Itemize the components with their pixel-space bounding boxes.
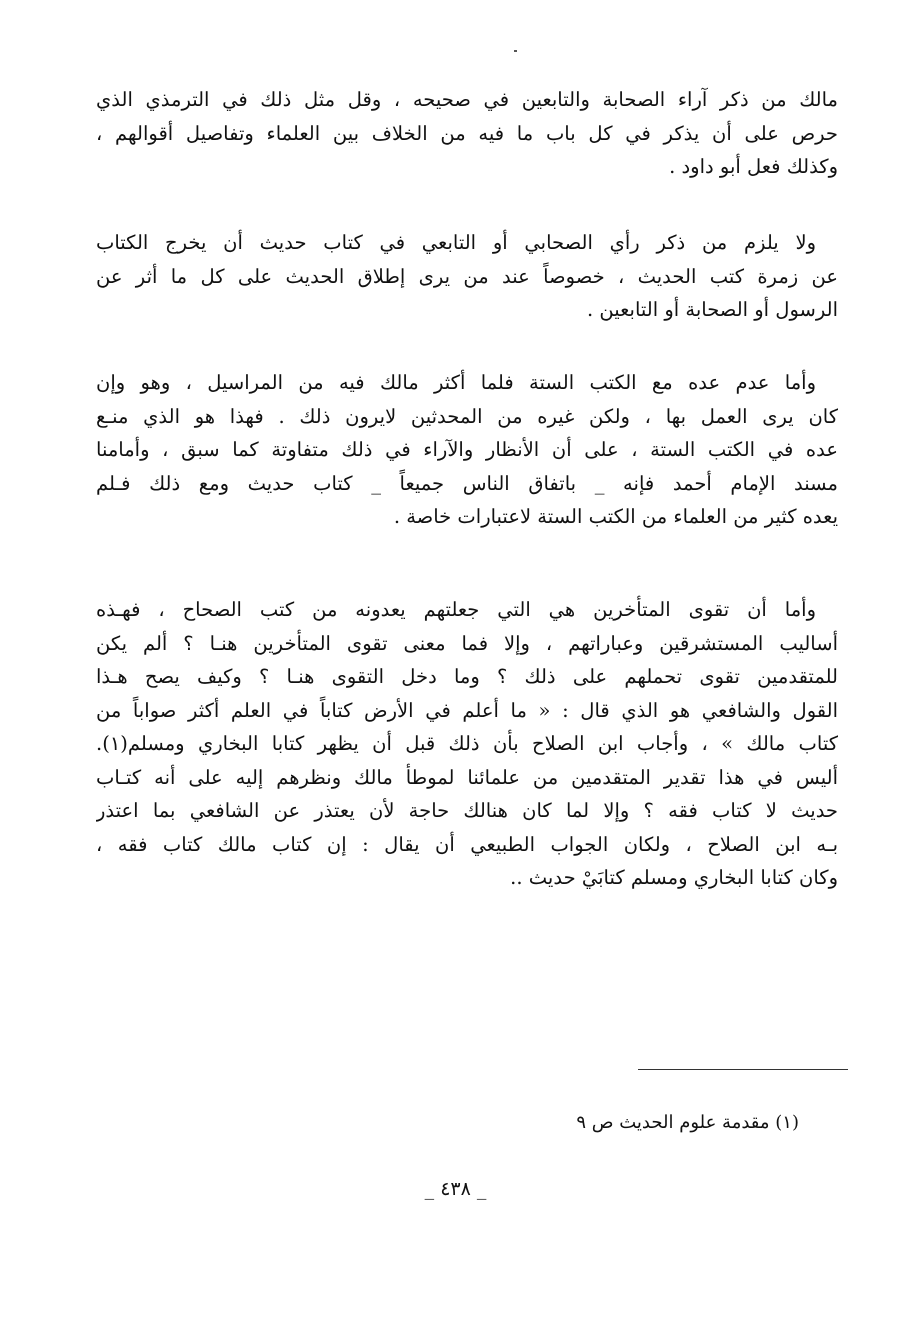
text-line: ولا يلزم من ذكر رأي الصحابي أو التابعي في كتاب حديث أن يخرج الكتاب bbox=[96, 231, 816, 254]
text-line: وكان كتابا البخاري ومسلم كتابَيْ حديث .. bbox=[510, 866, 838, 889]
text-line: وكذلك فعل أبو داود . bbox=[669, 155, 838, 178]
text-line: كتاب مالك » ، وأجاب ابن الصلاح بأن ذلك قبل أن يظهر كتابا البخاري ومسلم(١). bbox=[96, 732, 838, 755]
text-line: بـه ابن الصلاح ، ولكان الجواب الطبيعي أن يقال : إن كتاب مالك كتاب فقه ، bbox=[96, 832, 838, 856]
paragraph bbox=[96, 226, 838, 327]
footnote-divider bbox=[638, 1069, 848, 1070]
text-line: حرص على أن يذكر في كل باب ما فيه من الخلاف بين العلماء وتفاصيل أقوالهم ، bbox=[96, 121, 838, 145]
text-line: القول والشافعي هو الذي قال : « ما أعلم في الأرض كتاباً في العلم أكثر صواباً من bbox=[96, 698, 838, 722]
text-line: أليس في هذا تقدير المتقدمين من علمائنا لموطأ مالك ونظرهم إليه على أنه كتـاب bbox=[96, 765, 838, 789]
text-line: الرسول أو الصحابة أو التابعين . bbox=[587, 298, 838, 321]
text-line: وأما أن تقوى المتأخرين هي التي جعلتهم يعدونه من كتب الصحاح ، فهـذه bbox=[96, 598, 816, 621]
text-line: حديث لا كتاب فقه ؟ وإلا لما كان هنالك حاجة لأن يعتذر عن الشافعي بما اعتذر bbox=[96, 799, 838, 822]
text-line: كان يرى العمل بها ، ولكن غيره من المحدثين لايرون ذلك . فهذا هو الذي منـع bbox=[96, 404, 838, 428]
text-line: عده في الكتب الستة ، على أن الأنظار والآراء في ذلك متفاوتة كما سبق ، وأمامنا bbox=[96, 438, 838, 461]
page-speck bbox=[514, 50, 517, 52]
text-line: وأما عدم عده مع الكتب الستة فلما أكثر مالك فيه من المراسيل ، وهو وإن bbox=[96, 371, 816, 394]
page-number: _ ٤٣٨ _ bbox=[424, 1178, 487, 1200]
text-line: أساليب المستشرقين وعباراتهم ، وإلا فما معنى تقوى المتأخرين هنـا ؟ ألم يكن bbox=[96, 631, 838, 655]
footnote: (١) مقدمة علوم الحديث ص ٩ bbox=[576, 1112, 799, 1133]
text-line: مسند الإمام أحمد فإنه _ باتفاق الناس جميعاً _ كتاب حديث ومع ذلك فـلم bbox=[96, 471, 838, 495]
text-line: مالك من ذكر آراء الصحابة والتابعين في صحيحه ، وقل مثل ذلك في الترمذي الذي bbox=[96, 88, 838, 111]
text-line: عن زمرة كتب الحديث ، خصوصاً عند من يرى إطلاق الحديث على كل ما أثر عن bbox=[96, 264, 838, 288]
paragraph bbox=[96, 83, 838, 184]
text-line: للمتقدمين تقوى تحملهم على ذلك ؟ وما دخل التقوى هنـا ؟ وكيف يصح هـذا bbox=[96, 665, 838, 688]
text-line: يعده كثير من العلماء من الكتب الستة لاعتبارات خاصة . bbox=[393, 505, 838, 528]
paragraph bbox=[96, 593, 838, 895]
paragraph bbox=[96, 366, 838, 534]
